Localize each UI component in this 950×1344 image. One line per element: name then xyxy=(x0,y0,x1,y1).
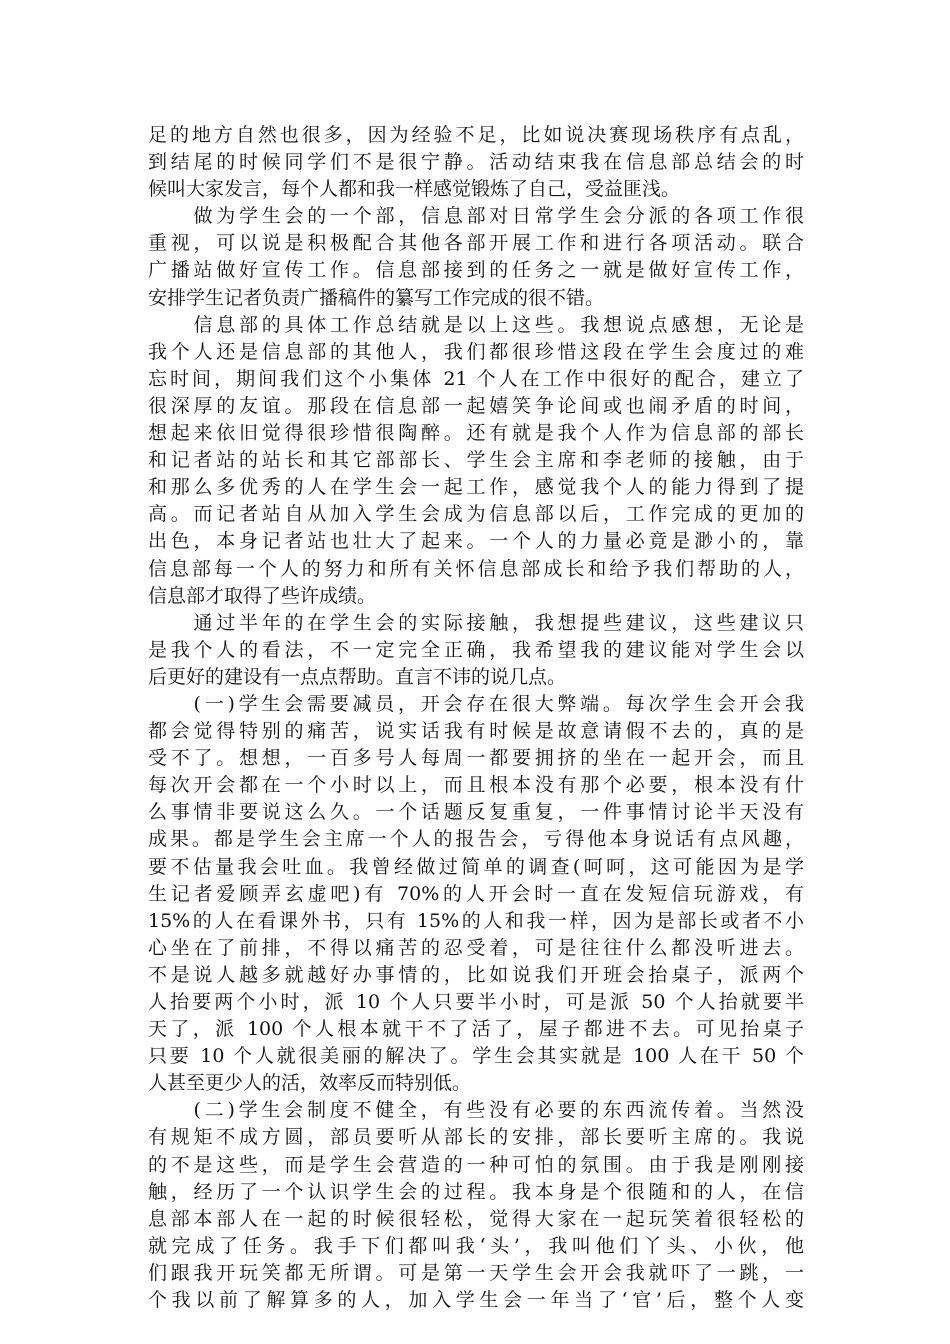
text-line: 安排学生记者负责广播稿件的纂写工作完成的很不错。 xyxy=(148,286,605,309)
text-line: 高。而记者站自从加入学生会成为信息部以后，工作完成的更加的 xyxy=(148,503,804,526)
text-line: 通过半年的在学生会的实际接触，我想提些建议，这些建议只 xyxy=(148,611,804,634)
text-line: 就完成了任务。我手下们都叫我‘头’，我叫他们丫头、小伙，他 xyxy=(148,1234,804,1257)
text-line: 和那么多优秀的人在学生会一起工作，感觉我个人的能力得到了提 xyxy=(148,476,804,499)
text-line: (二)学生会制度不健全，有些没有必要的东西流传着。当然没 xyxy=(148,1099,804,1122)
text-line: 候叫大家发言，每个人都和我一样感觉锻炼了自己，受益匪浅。 xyxy=(148,178,681,201)
text-line: 天了，派 100 个人根本就干不了活了，屋子都进不去。可见抬桌子 xyxy=(148,1018,804,1041)
text-line: 都会觉得特别的痛苦，说实话我有时候是故意请假不去的，真的是 xyxy=(148,720,804,743)
text-line: 只要 10 个人就很美丽的解决了。学生会其实就是 100 人在干 50 个 xyxy=(148,1045,804,1068)
text-line: 人甚至更少人的活，效率反而特别低。 xyxy=(148,1072,472,1095)
document-body xyxy=(148,122,804,1314)
text-line: 息部本部人在一起的时候很轻松，觉得大家在一起玩笑着很轻松的 xyxy=(148,1207,804,1230)
text-line: 信息部的具体工作总结就是以上这些。我想说点感想，无论是 xyxy=(148,313,804,336)
text-line: 人抬要两个小时，派 10 个人只要半小时，可是派 50 个人抬就要半 xyxy=(148,991,804,1013)
text-line: 的不是这些，而是学生会营造的一种可怕的氛围。由于我是刚刚接 xyxy=(148,1153,804,1176)
text-line: 广播站做好宣传工作。信息部接到的任务之一就是做好宣传工作， xyxy=(148,259,804,282)
text-line: 我个人还是信息部的其他人，我们都很珍惜这段在学生会度过的难 xyxy=(148,340,804,363)
text-line: 要不估量我会吐血。我曾经做过简单的调查(呵呵，这可能因为是学 xyxy=(148,855,804,878)
text-line: 个我以前了解算多的人，加入学生会一年当了‘官’后，整个人变 xyxy=(148,1289,804,1312)
text-line: 每次开会都在一个小时以上，而且根本没有那个必要，根本没有什 xyxy=(148,774,804,797)
text-line: 成果。都是学生会主席一个人的报告会，亏得他本身说话有点风趣， xyxy=(148,828,804,851)
text-line: 后更好的建设有一点点帮助。直言不讳的说几点。 xyxy=(148,665,567,688)
text-line: 做为学生会的一个部，信息部对日常学生会分派的各项工作很 xyxy=(148,205,804,228)
text-line: 不是说人越多就越好办事情的，比如说我们开班会抬桌子，派两个 xyxy=(148,963,804,986)
text-line: 受不了。想想，一百多号人每周一都要拥挤的坐在一起开会，而且 xyxy=(148,747,804,770)
text-line: 们跟我开玩笑都无所谓。可是第一天学生会开会我就吓了一跳，一 xyxy=(148,1261,804,1284)
text-line: 出色，本身记者站也壮大了起来。一个人的力量必竟是渺小的，靠 xyxy=(148,530,804,553)
text-line: 忘时间，期间我们这个小集体 21 个人在工作中很好的配合，建立了 xyxy=(148,367,804,390)
text-line: 有规矩不成方圆，部员要听从部长的安排，部长要听主席的。我说 xyxy=(148,1126,804,1149)
text-line: 很深厚的友谊。那段在信息部一起嬉笑争论间或也闹矛盾的时间， xyxy=(148,394,804,417)
text-line: 足的地方自然也很多，因为经验不足，比如说决赛现场秩序有点乱， xyxy=(148,124,804,146)
text-line: 15%的人在看课外书，只有 15%的人和我一样，因为是部长或者不小 xyxy=(148,909,804,932)
text-line: 信息部才取得了些许成绩。 xyxy=(148,584,377,607)
text-line: 心坐在了前排，不得以痛苦的忍受着，可是往往什么都没听进去。 xyxy=(148,936,804,959)
text-line: 到结尾的时候同学们不是很宁静。活动结束我在信息部总结会的时 xyxy=(148,151,804,174)
text-line: (一)学生会需要减员，开会存在很大弊端。每次学生会开会我 xyxy=(148,692,804,715)
text-line: 重视，可以说是积极配合其他各部开展工作和进行各项活动。联合 xyxy=(148,232,804,255)
text-line: 和记者站的站长和其它部部长、学生会主席和李老师的接触，由于 xyxy=(148,449,804,472)
text-line: 想起来依旧觉得很珍惜很陶醉。还有就是我个人作为信息部的部长 xyxy=(148,422,804,445)
text-line: 信息部每一个人的努力和所有关怀信息部成长和给予我们帮助的人， xyxy=(148,557,804,580)
text-line: 是我个人的看法，不一定完全正确，我希望我的建议能对学生会以 xyxy=(148,638,804,661)
text-line: 么事情非要说这么久。一个话题反复重复，一件事情讨论半天没有 xyxy=(148,801,804,824)
text-line: 生记者爱顾弄玄虚吧)有 70%的人开会时一直在发短信玩游戏，有 xyxy=(148,882,804,905)
text-line: 触，经历了一个认识学生会的过程。我本身是个很随和的人，在信 xyxy=(148,1180,804,1203)
